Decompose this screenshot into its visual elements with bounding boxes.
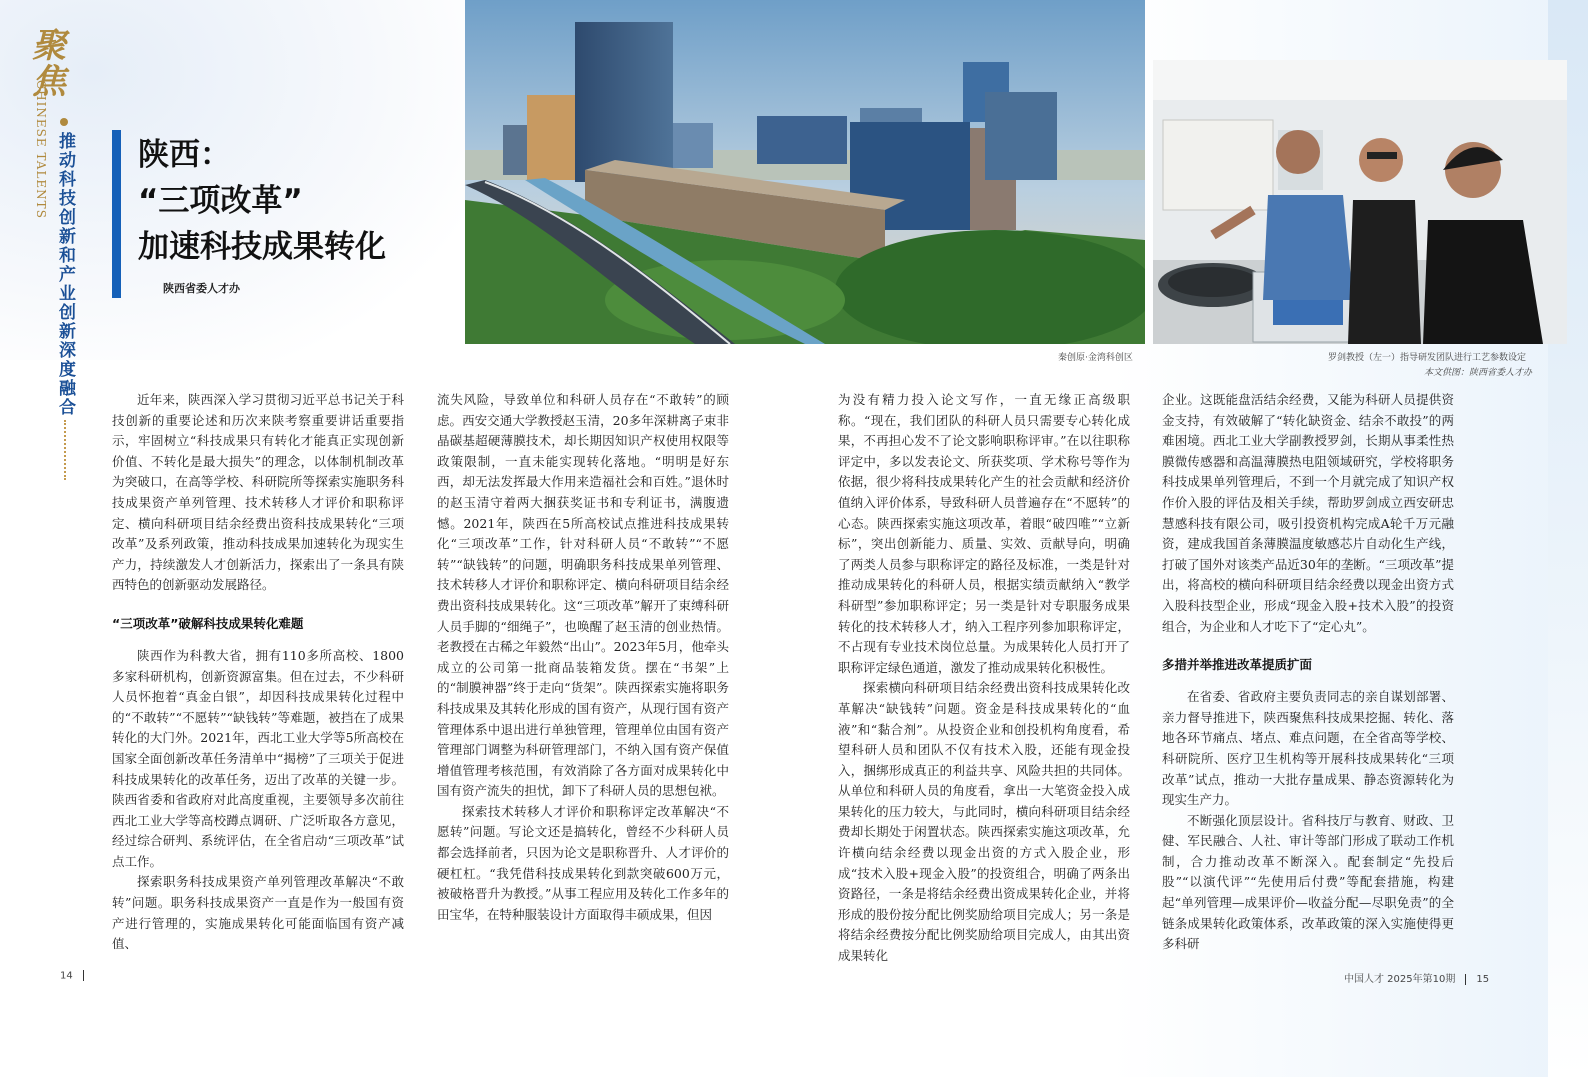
left-page-number: 14	[60, 970, 73, 982]
logo-char-2: 焦	[32, 62, 66, 102]
paragraph: 不断强化顶层设计。省科技厅与教育、财政、卫健、军民融合、人社、审计等部门形成了联动工作机制，合力推动改革不断深入。配套制定“先投后股”“以演代评”“先使用后付费”等配套措施，构建起“单列管理—成果评价—收益分配—尽职免责”的全链条成果转化政策体系，改革政策的深入实施使得更多科研	[1162, 812, 1454, 952]
logo-char-1: 聚	[32, 26, 66, 66]
paragraph: 探索技术转移人才评价和职称评定改革解决“不愿转”问题。写论文还是搞转化，曾经不少科研人员都会选择前者，只因为论文是职称晋升、人才评价的硬杠杠。“我凭借科技成果转化到款突破600万元，被破格晋升为教授。”从事工程应用及转化工作多年的田宝华，在特种服装设计方面取得丰硕成果，但因	[437, 803, 729, 922]
paragraph: 在省委、省政府主要负责同志的亲自谋划部署、亲力督导推进下，陕西聚焦科技成果挖掘、转化、落地各环节痛点、堵点、难点问题，在全省高等学校、科研院所、医疗卫生机构等开展科技成果转化“三项改革”试点，推动一大批存量成果、静态资源转化为现实生产力。	[1162, 689, 1454, 808]
title-accent-bar	[112, 130, 121, 298]
title-line-1: 陕西：	[138, 137, 231, 173]
folio-divider	[83, 970, 84, 981]
paragraph: 探索横向科研项目结余经费出资科技成果转化改革解决“缺钱转”问题。资金是科技成果转化的“血液”和“黏合剂”。从投资企业和创投机构角度看，希望科研人员和团队不仅有技术入股，还能有现金投入，捆绑形成真正的利益共享、风险共担的共同体。从单位和科研人员的角度看，拿出一大笔资金投入成果转化的压力较大，与此同时，横向科研项目结余经费却长期处于闲置状态。陕西探索实施这项改革，允许横向结余经费以现金出资的方式入股企业，形成“技术入股+现金入股”的投资组合，明确了两条出资路径，一条是将结余经费出资成果转化企业，并将形成的股份按分配比例奖励给项目完成人；另一条是将结余经费按分配比例奖励给项目完成人，由其出资成果转化	[838, 680, 1130, 964]
title-line-2: “三项改革”	[138, 183, 303, 219]
paragraph: 为没有精力投入论文写作，一直无缘正高级职称。“现在，我们团队的科研人员只需要专心转化成果，不再担心发不了论文影响职称评审。”在以往职称评定中，多以发表论文、所获奖项、学术称号等作为依据，很少将科技成果转化产生的社会贡献和经济价值纳入评价体系，导致科研人员普遍存在“不愿转”的心态。陕西探索实施这项改革，着眼“破四唯”“立新标”，突出创新能力、质量、实效、贡献导向，明确了两类人员参与职称评定的路径及标准，一类是针对推动成果转化的科研人员，根据实绩贡献纳入“教学科研型”参加职称评定；另一类是针对专职服务成果转化的技术转移人才，纳入工程序列参加职称评定，不占现有专业技术岗位总量。为成果转化人员打开了职称评定绿色通道，激发了推动成果转化积极性。	[838, 392, 1130, 675]
magazine-issue: 中国人才 2025年第10期	[1344, 974, 1456, 985]
science-park-photo	[465, 0, 1145, 344]
text-column-3	[838, 390, 1130, 967]
paragraph: 陕西作为科教大省，拥有110多所高校、1800多家科研机构，创新资源富集。但在过去，不少科研人员怀抱着“真金白银”，却因科技成果转化过程中的“不敢转”“不愿转”“缺钱转”等难题，被挡在了成果转化的大门外。2021年，西北工业大学等5所高校在国家全面创新改革任务清单中“揭榜”了三项关于促进科技成果转化的改革任务，迈出了改革的关键一步。陕西省委和省政府对此高度重视，主要领导多次前往西北工业大学等高校蹲点调研、广泛听取各方意见，经过综合研判、系统评估，在全省启动“三项改革”试点工作。	[112, 647, 404, 869]
paragraph: 近年来，陕西深入学习贯彻习近平总书记关于科技创新的重要论述和历次来陕考察重要讲话重要指示，牢固树立“科技成果只有转化才能真正实现创新价值、不转化是最大损失”的理念，以体制机制改革为突破口，在高等学校、科研院所等探索实施职务科技成果资产单列管理、技术转移人才评价和职称评定、横向科研项目结余经费出资科技成果转化“三项改革”及系列政策，推动科技成果加速转化为现实生产力，持续激发人才创新活力，探索出了一条具有陕西特色的创新驱动发展路径。	[112, 392, 404, 593]
paragraph: 企业。这既能盘活结余经费，又能为科研人员提供资金支持，有效破解了“转化缺资金、结余不敢投”的两难困境。西北工业大学副教授罗剑，长期从事柔性热膜微传感器和高温薄膜热电阻领域研究，学校将职务科技成果单列管理后，不到一个月就完成了知识产权作价入股的评估及相关手续，帮助罗剑成立西安研忠慧感科技有限公司，吸引投资机构完成A轮千万元融资，建成我国首条薄膜温度敏感芯片自动化生产线，打破了国外对该类产品近30年的垄断。“三项改革”提出，将高校的横向科研项目结余经费以现金出资方式入股科技型企业，形成“现金入股+技术入股”的投资组合，为企业和人才吃下了“定心丸”。	[1162, 392, 1454, 634]
paragraph: 探索职务科技成果资产单列管理改革解决“不敢转”问题。职务科技成果资产一直是作为一般国有资产进行管理的，实施成果转化可能面临国有资产减值、	[112, 874, 404, 952]
page-number-right	[1344, 970, 1489, 985]
dot-separator	[60, 118, 68, 126]
english-section-label: CHINESE TALENTS	[34, 80, 48, 219]
section-heading-2: 多措并举推进改革提质扩面	[1162, 657, 1313, 673]
article-title	[138, 132, 458, 270]
column-title: 推动科技创新和产业创新深度融合	[55, 132, 75, 417]
photo-caption-2: 罗剑教授（左一）指导研发团队进行工艺参数设定	[1328, 353, 1527, 363]
section-heading-1: “三项改革”破解科技成果转化难题	[112, 615, 304, 631]
folio-divider	[1465, 974, 1466, 985]
photo-caption-1: 秦创原·金湾科创区	[1058, 353, 1133, 363]
article-author: 陕西省委人才办	[163, 282, 240, 295]
title-line-3: 加速科技成果转化	[138, 229, 386, 265]
page-number-left	[60, 970, 94, 982]
text-column-1	[112, 390, 404, 955]
laboratory-photo	[1153, 60, 1567, 344]
dotted-divider	[64, 420, 68, 480]
text-column-2	[437, 390, 729, 925]
paragraph: 流失风险，导致单位和科研人员存在“不敢转”的顾虑。西安交通大学教授赵玉清，20多年深耕离子束非晶碳基超硬薄膜技术，却长期因知识产权使用权限等政策限制，一直未能实现转化落地。“明明是好东西，却无法发挥最大作用来造福社会和百姓。”退休时的赵玉清守着两大捆获奖证书和专利证书，满腹遗憾。2021年，陕西在5所高校试点推进科技成果转化“三项改革”工作，针对科研人员“不敢转”“不愿转”“缺钱转”的问题，明确职务科技成果单列管理、技术转移人才评价和职称评定、横向科研项目结余经费出资科技成果转化。这“三项改革”解开了束缚科研人员手脚的“细绳子”，也唤醒了赵玉清的创业热情。老教授在古稀之年毅然“出山”。2023年5月，他牵头成立的公司第一批商品装箱发货。摆在“书架”上的“制膜神器”终于走向“货架”。陕西探索实施将职务科技成果及其转化形成的国有资产，从现行国有资产管理体系中退出进行单独管理，管理单位由国有资产管理部门调整为科研管理部门，不纳入国有资产保值增值管理考核范围，有效消除了各方面对成果转化中国有资产流失的担忧，卸下了科研人员的思想包袱。	[437, 392, 729, 799]
right-page-number: 15	[1476, 974, 1490, 985]
photo-credit: 本文供图：陕西省委人才办	[1424, 368, 1533, 378]
text-column-4	[1162, 390, 1454, 955]
